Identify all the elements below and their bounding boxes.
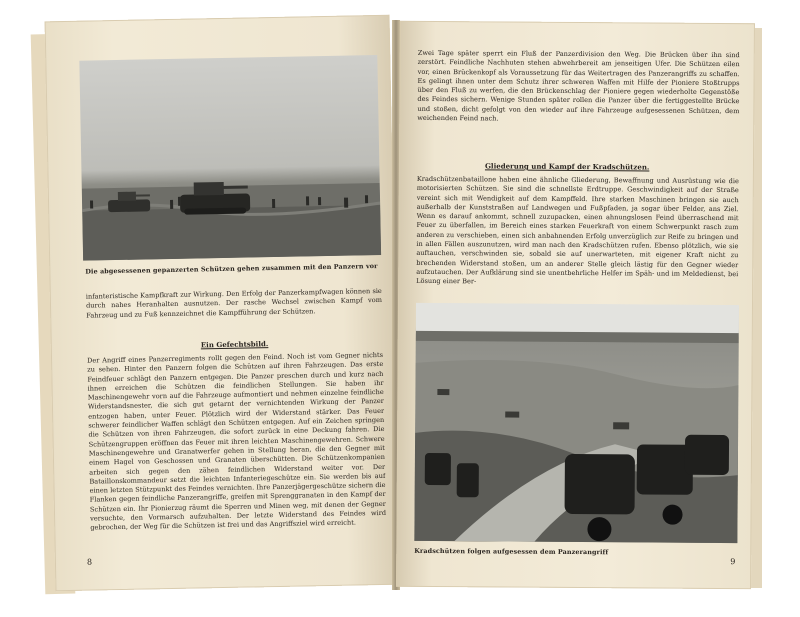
tank-field-illustration: [79, 55, 381, 261]
left-intro-paragraph: infanteristische Kampfkraft zur Wirkung. Den Erfolg der Panzerkampfwagen können sie durch nahes Heranhalten ausnutzen. Der rasche Wechsel zwischen Kampf vom Fahrzeug und zu Fuß kennzeichnet die Kampfführung der Schützen.: [85, 286, 383, 320]
photo-motorcycle-troops: [414, 303, 739, 543]
left-page: [45, 15, 401, 592]
right-photo-caption: Kradschützen folgen aufgesessen dem Panzerangriff: [414, 546, 609, 557]
left-body-text: Der Angriff eines Panzerregiments rollt gegen den Feind. Noch ist vom Gegner nichts zu sehen. Hinter den Panzern folgen die Schützen auf ihren Fahrzeugen. Das erste Feindfeuer schlägt den Panzern entgegen. Die Panzer preschen durch und kurz nach ihnen erreichen die Schützen die feindlichen Stellungen. Sie haben ihr Maschinengewehr vorn auf die Fahrzeuge aufmontiert und nehmen einzelne feindliche Widerstandsnester, die sich gut getarnt der vernichtenden Wirkung der Panzer entzogen haben, unter Feuer. Plötzlich wird der Widerstand stärker. Das Feuer schwerer feindlicher Waffen schlägt den Schützen entgegen. Auf ein Zeichen springen die Schützen von ihren Fahrzeugen, die sofort zurück in eine Deckung fahren. Die Schützengruppen eröffnen das Feuer mit ihren leichten Maschinengewehren. Schwere Maschinengewehre und Granatwerfer gehen in Stellung heran, die den Gegner mit einem Hagel von Geschossen und Granaten überschütten. Die Schützenkompanien arbeiten sich gegen den zähen feindlichen Widerstand weiter vor. Der Bataillonskommandeur setzt die leichten Infanteriegeschütze ein. Sie werden bis auf einen letzten Stützpunkt des Feindes vernichten. Ihre Panzerjägergeschütze sichern die Flanken gegen feindliche Panzerangriffe, greifen mit Sprenggranaten in den Kampf der Schützen ein. Ihr Pionierzug räumt die Sperren und Minen weg, mit denen der Gegner versuchte, den Vormarsch aufzuhalten. Der letzte Widerstand des Feindes wird gebrochen, der Weg für die Schützen ist frei und das Angriffsziel wird erreicht.: [87, 350, 387, 532]
right-top-paragraph: Zwei Tage später sperrt ein Fluß der Panzerdivision den Weg. Die Brücken über ihn sind zerstört. Feindliche Nachhuten stehen abwehrbereit am jenseitigen Ufer. Die Schützen eilen vor, einen Brückenkopf als Voraussetzung für das Weitertragen des Panzerangriffs zu schaffen. Es gelingt ihnen unter dem Schutz ihrer schweren Waffen mit Hilfe der Pioniere Stoßtrupps über den Fluß zu werfen, die den Brückenschlag der Pioniere gegen wiederholte Gegenstöße des Feindes sichern. Wenige Stunden später rollen die Panzer über die fertiggestellte Brücke und stoßen, dicht gefolgt von den wieder auf ihre Fahrzeuge aufgesessenen Schützen, dem weichenden Feind nach.: [417, 48, 740, 123]
right-page: [396, 21, 755, 589]
right-body-text: Kradschützenbataillone haben eine ähnliche Gliederung, Bewaffnung und Ausrüstung wie die motorisierten Schützen. Sie sind die schnellste Erdtruppe. Geschwindigkeit auf der Straße vereint sich mit Wendigkeit auf dem Kampffeld. Ihre starken Maschinen bringen sie auch außerhalb der Kunststraßen auf Landwegen und Fußpfaden, ja sogar über Felder, ans Ziel. Wenn es darauf ankommt, schnell zuzupacken, einen ahnungslosen Feind überraschend mit Feuer zu überfallen, im Bereich eines starken Feuerkraft von einem Schwerpunkt rasch zum anderen zu verschieben, einen sich anbahnenden Erfolg unverzüglich zur Reife zu bringen und in allen Fällen auszunutzen, wird man nach den Kradschützen rufen. Ebenso plötzlich, wie sie auftauchen, verschwinden sie, sobald sie auf unerwarteten, mit eigener Kraft nicht zu brechenden Widerstand stoßen, um an anderer Stelle gleich lästig für den Gegner wieder aufzutauchen. Der Aufklärung sind sie unentbehrliche Helfer im Späh- und im Meldedienst, bei Lösung einer Ber-: [416, 174, 739, 286]
section-heading-kradschuetzen: Gliederung und Kampf der Kradschützen.: [484, 161, 650, 172]
section-heading-gefechtsbild: Ein Gefechtsbild.: [200, 339, 269, 350]
motorcycle-field-illustration: [414, 303, 739, 543]
page-number-left: 8: [86, 557, 93, 567]
tank-right: [180, 181, 251, 214]
photo-soldiers-with-tanks: [79, 55, 381, 261]
left-photo-caption: Die abgesessenen gepanzerten Schützen gehen zusammen mit den Panzern vor: [85, 262, 378, 276]
page-number-right: 9: [730, 557, 736, 567]
